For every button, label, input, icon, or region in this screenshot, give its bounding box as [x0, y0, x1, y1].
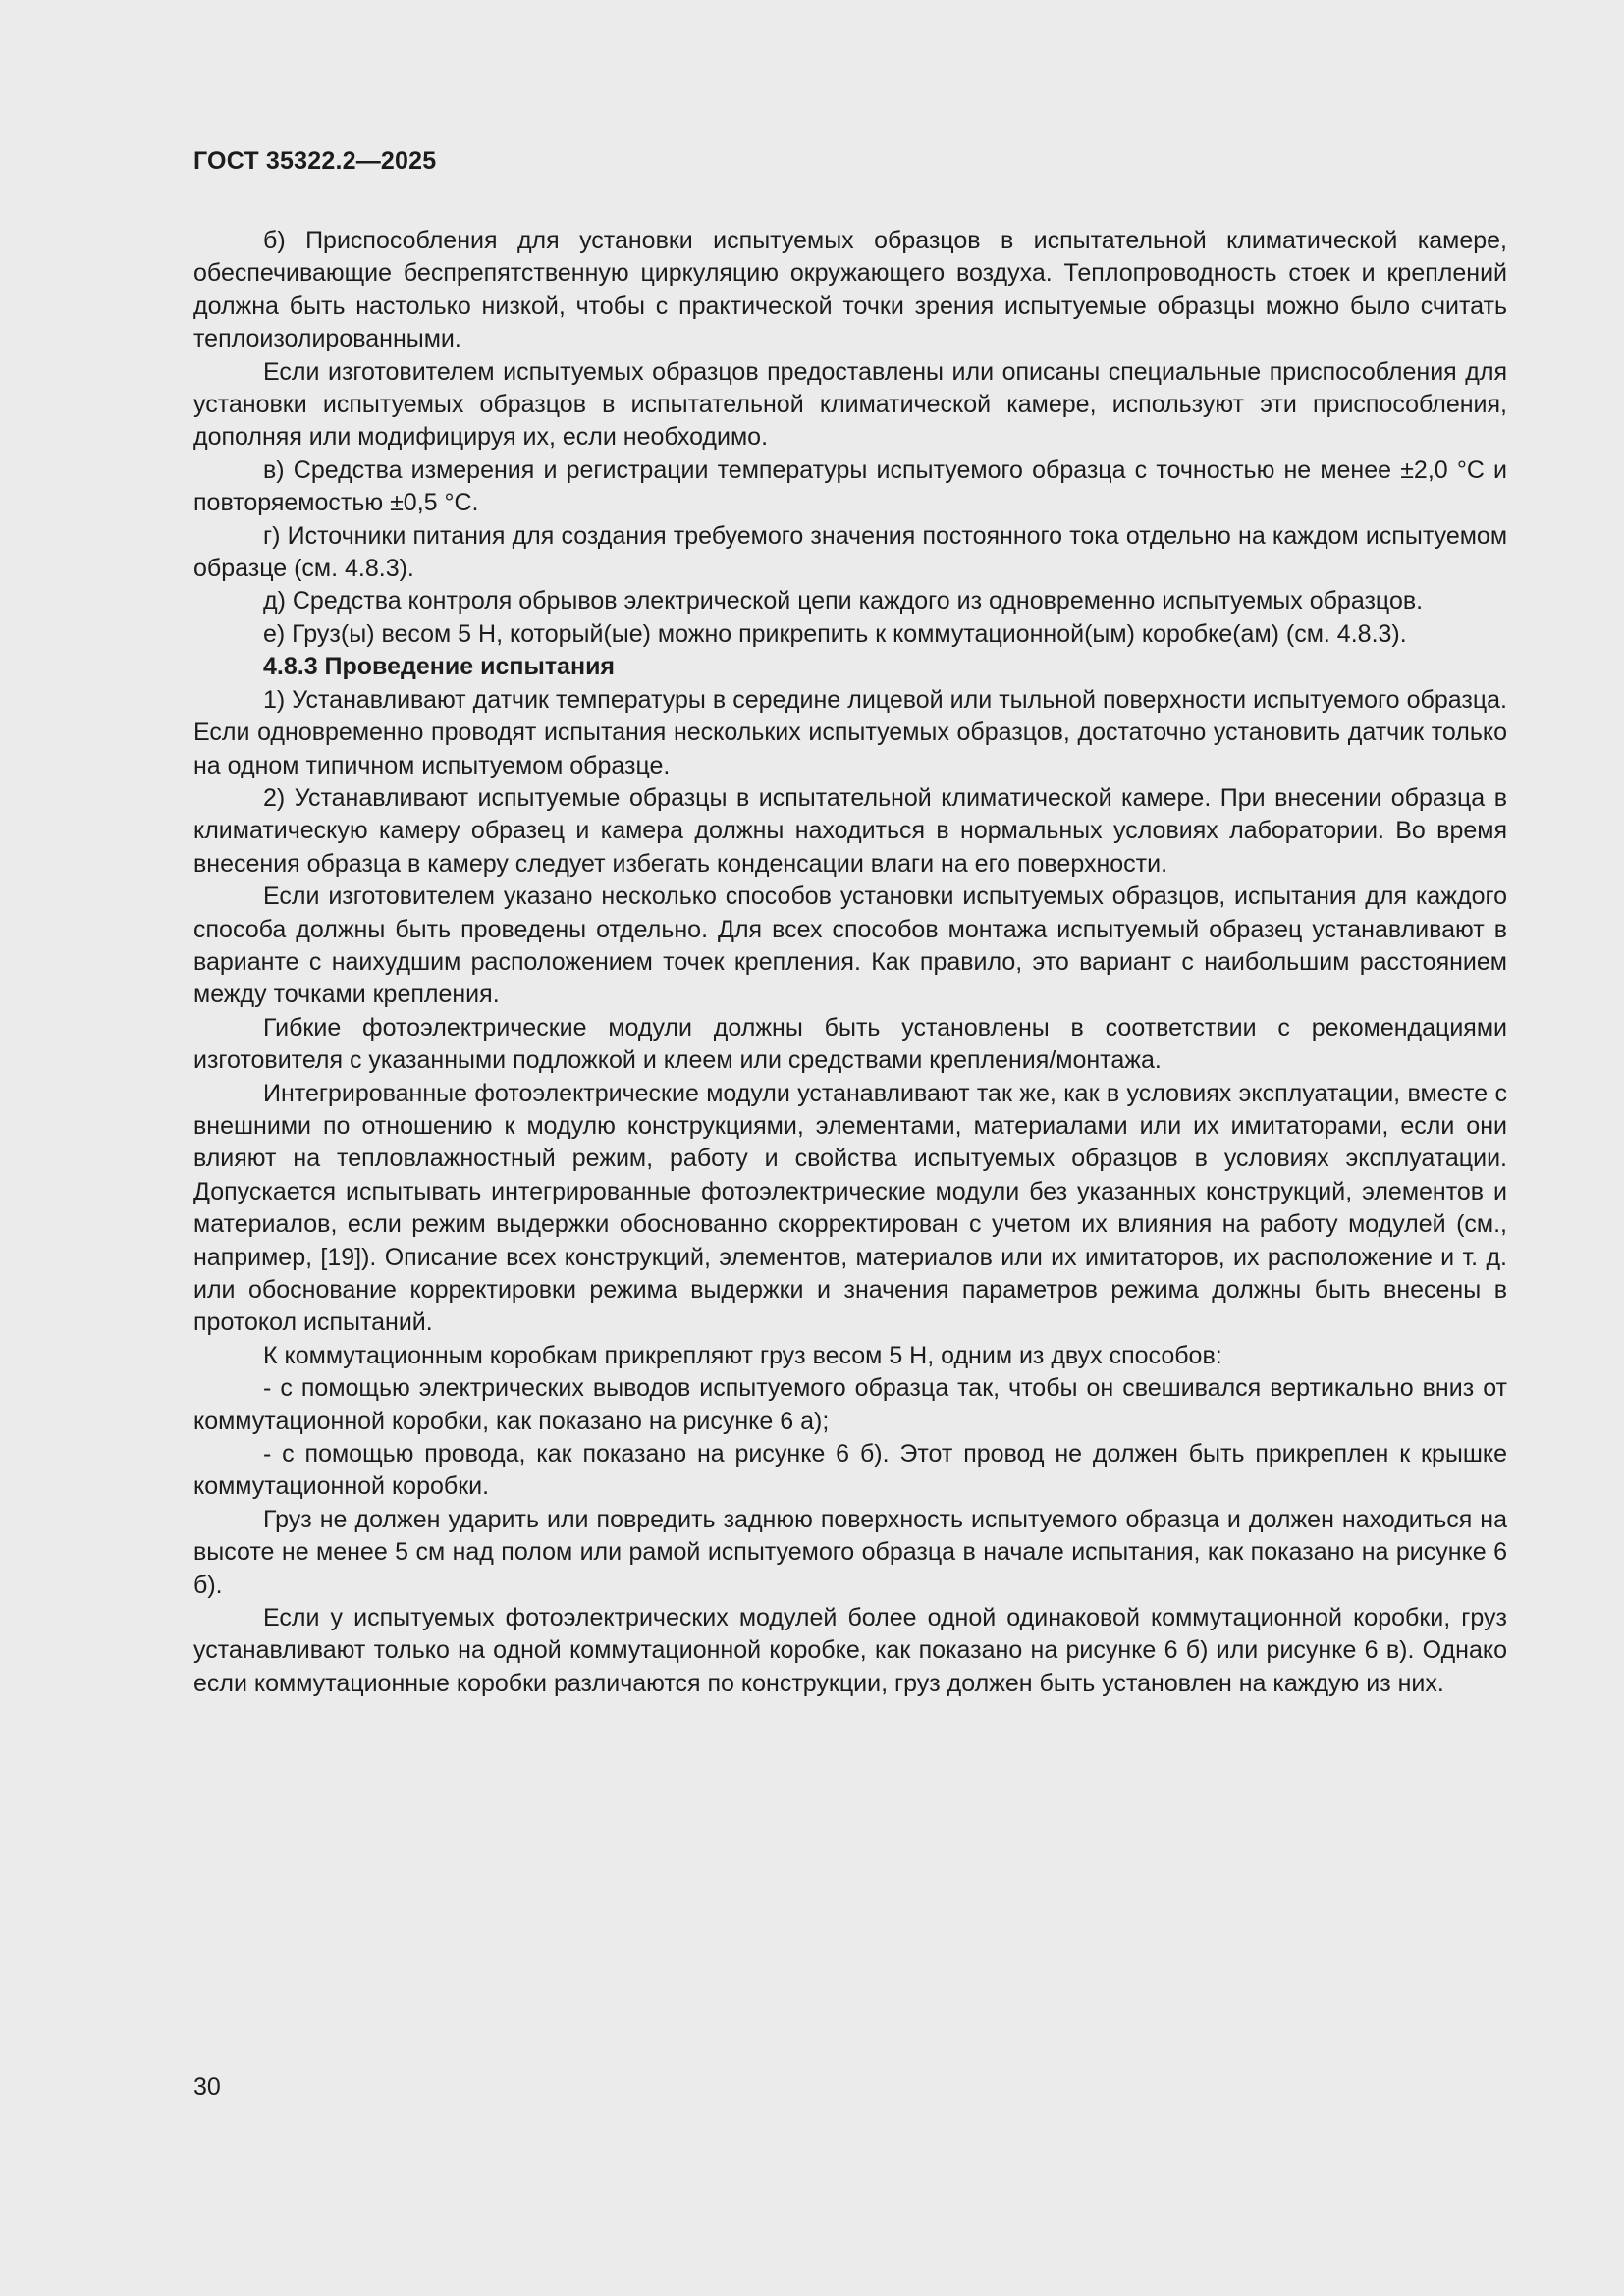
paragraph-step-1: 1) Устанавливают датчик температуры в середине лицевой или тыльной поверхности испытуемого образца. Если одновременно проводят испытания нескольких испытуемых образцов, достаточно установить датчик только на одном типичном испытуемом образце. [193, 685, 1507, 779]
paragraph-v: в) Средства измерения и регистрации температуры испытуемого образца с точностью не менее ±2,0 °С и повторяемостью ±0,5 °С. [193, 455, 1507, 517]
list-item-wire: - с помощью провода, как показано на рисунке 6 б). Этот провод не должен быть прикреплен к крышке коммутационной коробки. [193, 1440, 1507, 1501]
paragraph-b: б) Приспособления для установки испытуемых образцов в испытательной климатической камере, обеспечивающие беспрепятственную циркуляцию окружающего воздуха. Теплопроводность стоек и креплений должна быть настолько низкой, чтобы с практической точки зрения испытуемые образцы можно было считать теплоизолированными. [193, 227, 1507, 353]
list-item-leads: - с помощью электрических выводов испытуемого образца так, чтобы он свешивался вертикально вниз от коммутационной коробки, как показано на рисунке 6 а); [193, 1374, 1507, 1435]
paragraph-multiple-boxes: Если у испытуемых фотоэлектрических модулей более одной одинаковой коммутационной коробки, груз устанавливают только на одной коммутационной коробке, как показано на рисунке 6 б) или рисунке 6 в). Однако если коммутационные коробки различаются по конструкции, груз должен быть установлен на каждую из них. [193, 1604, 1507, 1697]
paragraph-flexible-modules: Гибкие фотоэлектрические модули должны быть установлены в соответствии с рекомендациями изготовителя с указанными подложкой и клеем или средствами крепления/монтажа. [193, 1013, 1507, 1075]
document-body [193, 225, 1507, 1700]
page-number: 30 [193, 2073, 221, 2101]
paragraph-g: г) Источники питания для создания требуемого значения постоянного тока отдельно на каждом испытуемом образце (см. 4.8.3). [193, 521, 1507, 583]
paragraph-d: д) Средства контроля обрывов электрической цепи каждого из одновременно испытуемых образцов. [263, 587, 1424, 615]
standard-header: ГОСТ 35322.2—2025 [193, 147, 437, 175]
paragraph-weight-attach: К коммутационным коробкам прикрепляют груз весом 5 Н, одним из двух способов: [263, 1341, 1222, 1369]
paragraph-step-2: 2) Устанавливают испытуемые образцы в испытательной климатической камере. При внесении образца в климатическую камеру образец и камера должны находиться в нормальных условиях лаборатории. Во время внесения образца в камеру следует избегать конденсации влаги на его поверхности. [193, 783, 1507, 878]
paragraph-e: е) Груз(ы) весом 5 Н, который(ые) можно прикрепить к коммутационной(ым) коробке(ам) (см. 4.8.3). [263, 619, 1407, 648]
paragraph-mounting-methods: Если изготовителем указано несколько способов установки испытуемых образцов, испытания для каждого способа должны быть проведены отдельно. Для всех способов монтажа испытуемый образец устанавливают в варианте с наихудшим расположением точек крепления. Как правило, это вариант с наибольшим расстоянием между точками крепления. [193, 882, 1507, 1009]
paragraph-integrated-modules: Интегрированные фотоэлектрические модули устанавливают так же, как в условиях эксплуатации, вместе с внешними по отношению к модулю конструкциями, элементами, материалами или их имитаторами, если они влияют на тепловлажностный режим, работу и свойства испытуемых образцов в условиях эксплуатации. Допускается испытывать интегрированные фотоэлектрические модули без указанных конструкций, элементов и материалов, если режим выдержки обоснованно скорректирован с учетом их влияния на работу модулей (см., например, [19]). Описание всех конструкций, элементов, материалов или их имитаторов, их расположение и т. д. или обоснование корректировки режима выдержки и значения параметров режима должны быть внесены в протокол испытаний. [193, 1079, 1507, 1337]
paragraph-fixtures: Если изготовителем испытуемых образцов предоставлены или описаны специальные приспособления для установки испытуемых образцов в испытательной климатической камере, используют эти приспособления, дополняя или модифицируя их, если необходимо. [193, 357, 1507, 452]
paragraph-weight-clearance: Груз не должен ударить или повредить заднюю поверхность испытуемого образца и должен находиться на высоте не менее 5 см над полом или рамой испытуемого образца в начале испытания, как показано на рисунке 6 б). [193, 1505, 1507, 1599]
section-heading: 4.8.3 Проведение испытания [263, 653, 616, 681]
